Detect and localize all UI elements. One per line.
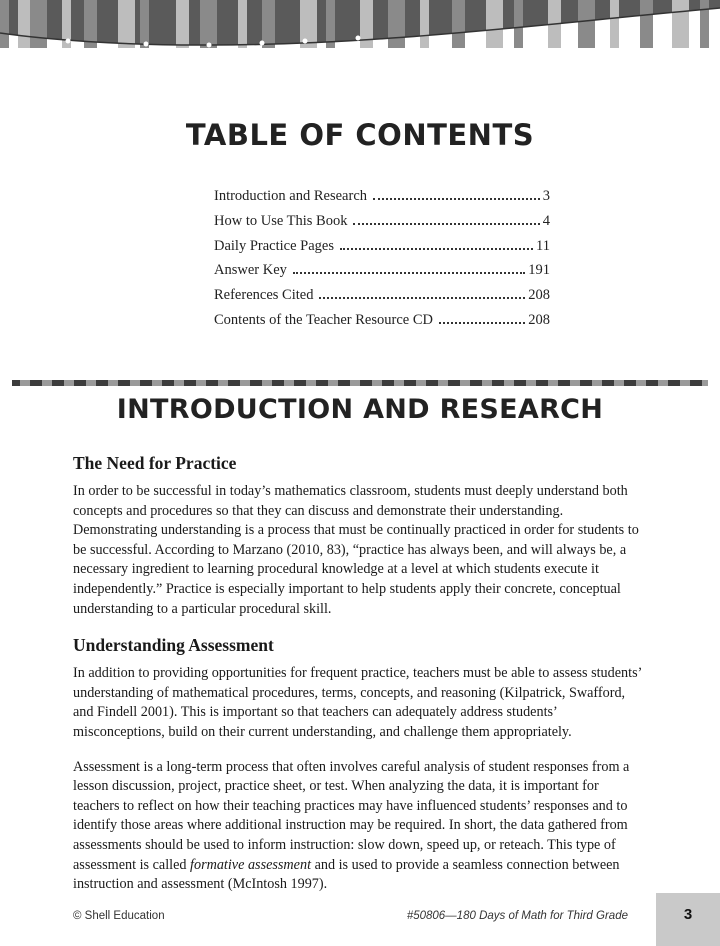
toc-entry-page: 191	[528, 262, 550, 279]
toc-entry	[214, 238, 550, 263]
section-divider	[12, 380, 708, 386]
paragraph-text: Assessment is a long-term process that often involves careful analysis of student responses from a lesson discussion, project, practice sheet, or test. When analyzing the data, it is important for teachers to reflect on how their teaching practices may have influenced students’ responses and to identify those areas where additional instruction may be required. In short, the data gathered from assessments should be used to inform instruction: slow down, speed up, or reteach. This type of assessment is called	[73, 758, 630, 873]
toc-entry	[214, 262, 550, 287]
toc-list	[214, 188, 550, 337]
toc-entry	[214, 287, 550, 312]
toc-entry-label: Introduction and Research	[214, 188, 368, 204]
intro-body	[73, 453, 645, 895]
toc-leader-dots	[340, 248, 533, 250]
toc-entry-page: 11	[536, 237, 550, 254]
toc-entry-label: How to Use This Book	[214, 212, 348, 229]
toc-entry-page: 208	[528, 311, 550, 328]
toc-entry-page: 208	[528, 287, 550, 304]
paragraph-assessment-2	[73, 758, 645, 895]
toc-leader-dots	[439, 322, 525, 324]
toc-entry-label: Answer Key	[214, 262, 287, 279]
intro-title: INTRODUCTION AND RESEARCH	[116, 394, 604, 425]
footer-publisher: © Shell Education	[73, 910, 165, 922]
toc-leader-dots	[353, 223, 539, 225]
toc-leader-dots	[373, 198, 540, 200]
toc-entry-label: References Cited	[214, 287, 314, 304]
page-number: 3	[683, 906, 693, 923]
toc-leader-dots	[293, 272, 525, 274]
footer-book-title: #50806—180 Days of Math for Third Grade	[406, 910, 628, 922]
emphasis-formative-assessment: formative assessment	[190, 856, 312, 873]
toc-entry-page: 3	[542, 188, 550, 204]
toc-leader-dots	[319, 297, 525, 299]
paragraph-assessment-1: In addition to providing opportunities for frequent practice, teachers must be able to assess students’ understanding of mathematical procedures, terms, concepts, and reasoning (Kilpatrick, Swafford, and Findell 2001). This is important so that teachers can adequately address students’ misconceptions, build on their current understanding, and challenge them appropriately.	[73, 665, 642, 740]
toc-entry-page: 4	[542, 212, 550, 229]
section-heading-understanding-assessment: Understanding Assessment	[73, 635, 274, 656]
paragraph-need-for-practice: In order to be successful in today’s mathematics classroom, students must deeply understand both concepts and procedures so that they can discuss and demonstrate their understanding. Demonstrating understanding is a process that must be continually practiced in order for students to be successful. According to Marzano (2010, 83), “practice has always been, and will always be, a necessary ingredient to learning procedural knowledge at a level at which students execute it independently.” Practice is especially important to help students apply their concrete, conceptual understanding to a particular procedural skill.	[73, 483, 639, 617]
toc-entry	[214, 188, 550, 213]
paragraph-text: and is used to provide a seamless connection between instruction and assessment (McIntosh 1997).	[73, 856, 620, 893]
section-heading-need-for-practice: The Need for Practice	[73, 453, 237, 473]
toc-entry	[214, 312, 550, 337]
toc-entry-label: Daily Practice Pages	[214, 237, 334, 254]
top-decorative-band	[0, 0, 720, 60]
toc-entry	[214, 213, 550, 238]
toc-title: TABLE OF CONTENTS	[185, 118, 535, 152]
toc-entry-label: Contents of the Teacher Resource CD	[214, 311, 433, 328]
